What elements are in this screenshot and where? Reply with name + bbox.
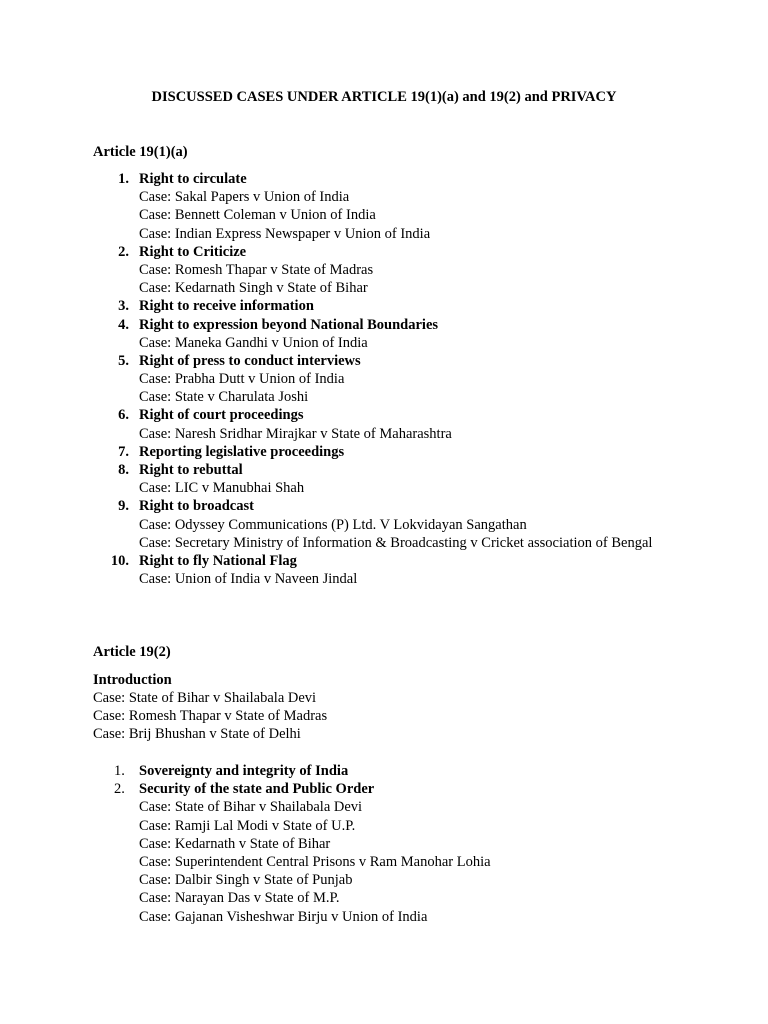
case-line: Case: State v Charulata Joshi xyxy=(139,389,309,406)
introduction-heading: Introduction xyxy=(93,672,172,688)
list-item-title: Right to circulate xyxy=(139,171,247,187)
list-item-number: 7. xyxy=(118,443,129,460)
list-item xyxy=(0,170,768,188)
case-line: Case: Bennett Coleman v Union of India xyxy=(139,207,376,224)
list-item-title: Right to Criticize xyxy=(139,243,247,260)
case-line: Case: Kedarnath v State of Bihar xyxy=(139,835,331,852)
list-item-title: Right of press to conduct interviews xyxy=(139,352,361,369)
case-line: Case: Brij Bhushan v State of Delhi xyxy=(93,726,301,743)
list-item-number: 3. xyxy=(118,298,129,315)
case-line: Case: Superintendent Central Prisons v Ram Manohar Lohia xyxy=(139,853,491,870)
article-19-2-list xyxy=(0,762,768,926)
list-item-title: Right to fly National Flag xyxy=(139,552,297,569)
list-item xyxy=(0,461,768,479)
list-item xyxy=(0,243,768,261)
list-item xyxy=(0,762,768,780)
list-item-number: 6. xyxy=(118,407,129,424)
introduction-cases xyxy=(93,689,327,744)
list-item-title: Sovereignty and integrity of India xyxy=(139,763,349,779)
case-line: Case: Dalbir Singh v State of Punjab xyxy=(139,872,353,889)
list-item xyxy=(0,352,768,370)
list-item xyxy=(0,552,768,570)
list-item xyxy=(0,780,768,798)
list-item-title: Right to rebuttal xyxy=(139,462,243,478)
list-item-number: 2. xyxy=(114,781,125,798)
case-line: Case: Union of India v Naveen Jindal xyxy=(139,571,358,588)
case-line: Case: Prabha Dutt v Union of India xyxy=(139,371,345,388)
list-item-number: 1. xyxy=(114,763,125,779)
list-item xyxy=(0,443,768,461)
case-line: Case: State of Bihar v Shailabala Devi xyxy=(139,799,363,816)
case-line: Case: Romesh Thapar v State of Madras xyxy=(93,708,328,725)
case-line: Case: Odyssey Communications (P) Ltd. V Lokvidayan Sangathan xyxy=(139,516,527,533)
list-item-number: 2. xyxy=(118,243,129,260)
case-line: Case: State of Bihar v Shailabala Devi xyxy=(93,690,317,706)
document-title: DISCUSSED CASES UNDER ARTICLE 19(1)(a) and 19(2) and PRIVACY xyxy=(151,89,617,105)
list-item xyxy=(0,316,768,334)
list-item-title: Right of court proceedings xyxy=(139,407,304,424)
case-line: Case: Maneka Gandhi v Union of India xyxy=(139,334,368,351)
case-line: Case: Ramji Lal Modi v State of U.P. xyxy=(139,817,356,834)
case-line: Case: Sakal Papers v Union of India xyxy=(139,189,350,206)
list-item-title: Security of the state and Public Order xyxy=(139,781,375,798)
list-item-number: 8. xyxy=(118,462,129,478)
list-item xyxy=(0,297,768,315)
list-item-title: Right to receive information xyxy=(139,298,314,315)
list-item xyxy=(0,406,768,424)
list-item-number: 10. xyxy=(110,552,129,569)
case-line: Case: LIC v Manubhai Shah xyxy=(139,480,305,497)
case-line: Case: Romesh Thapar v State of Madras xyxy=(139,261,374,278)
case-line: Case: Narayan Das v State of M.P. xyxy=(139,890,340,907)
article-19-1-a-list xyxy=(0,170,768,588)
list-item-number: 9. xyxy=(118,498,129,515)
list-item xyxy=(0,497,768,515)
list-item-title: Reporting legislative proceedings xyxy=(139,443,345,460)
list-item-number: 1. xyxy=(118,171,129,187)
list-item-title: Right to expression beyond National Boundaries xyxy=(139,316,439,333)
list-item-number: 5. xyxy=(118,352,129,369)
article-19-1-a-heading: Article 19(1)(a) xyxy=(93,144,188,160)
article-19-2-heading: Article 19(2) xyxy=(93,644,171,660)
list-item-title: Right to broadcast xyxy=(139,498,254,515)
case-line: Case: Kedarnath Singh v State of Bihar xyxy=(139,280,368,297)
list-item-number: 4. xyxy=(118,316,129,333)
case-line: Case: Gajanan Visheshwar Birju v Union of India xyxy=(139,908,428,925)
case-line: Case: Indian Express Newspaper v Union of India xyxy=(139,225,431,242)
case-line: Case: Secretary Ministry of Information & Broadcasting v Cricket association of Bengal xyxy=(139,534,653,551)
case-line: Case: Naresh Sridhar Mirajkar v State of Maharashtra xyxy=(139,425,452,442)
